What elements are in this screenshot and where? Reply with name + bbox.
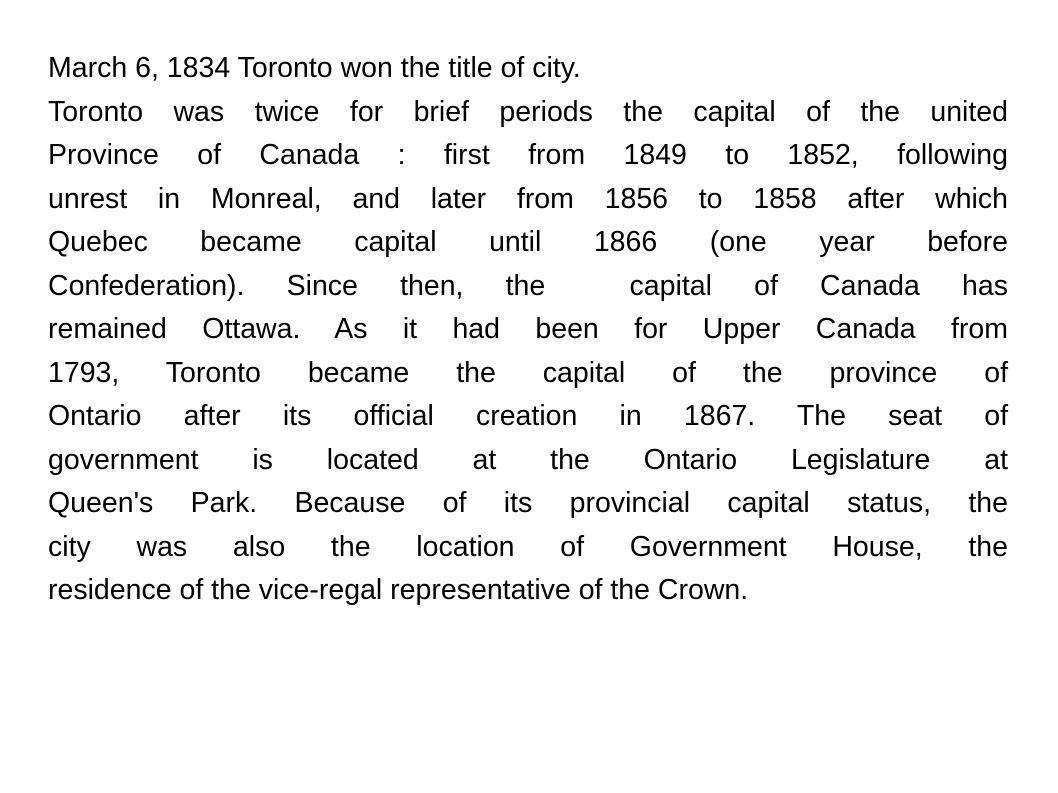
paragraph-line: Province of Canada : first from 1849 to 1852, following <box>48 139 1008 171</box>
slide-text-block <box>48 47 1008 613</box>
paragraph-line: Queen's Park. Because of its provincial capital status, the <box>48 487 1008 519</box>
paragraph-line: unrest in Monreal, and later from 1856 to 1858 after which <box>48 182 1008 215</box>
paragraph-line: government is located at the Ontario Legislature at <box>48 443 1008 476</box>
paragraph-line: remained Ottawa. As it had been for Upper Canada from <box>48 313 1008 345</box>
paragraph-line: Confederation). Since then, the capital of Canada has <box>48 269 1008 302</box>
paragraph-line: Ontario after its official creation in 1867. The seat of <box>48 400 1008 432</box>
paragraph-line: city was also the location of Government House, the <box>48 530 1008 563</box>
paragraph-line: Toronto was twice for brief periods the capital of the united <box>48 95 1008 128</box>
paragraph-last-line: residence of the vice-regal representative of the Crown. <box>48 574 749 606</box>
paragraph-line: Quebec became capital until 1866 (one year before <box>48 226 1008 258</box>
paragraph-line: 1793, Toronto became the capital of the province of <box>48 356 1008 389</box>
slide-heading-line: March 6, 1834 Toronto won the title of city. <box>48 52 581 84</box>
